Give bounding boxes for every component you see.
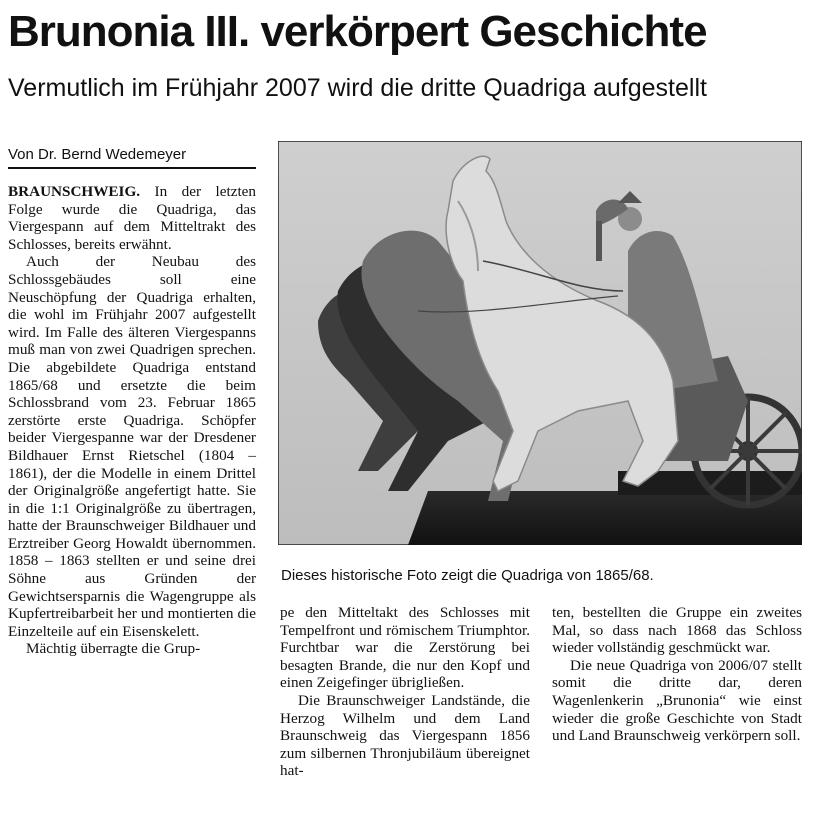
photo-caption: Dieses historische Foto zeigt die Quadriga von 1865/68. — [281, 567, 654, 584]
paragraph: Die neue Quadriga von 2006/07 stellt somit die dritte dar, deren Wagenlenkerin „Brunonia“ wie einst wieder die große Geschichte von Stadt und Land Braunschweig verkörpern soll. — [552, 656, 802, 745]
byline: Von Dr. Bernd Wedemeyer — [8, 145, 256, 169]
paragraph: pe den Mitteltakt des Schlosses mit Tempelfront und römischem Triumphtor. Furchtbar war die Zerstörung bei besagten Brande, die nur den Kopf und einen Zeigefinger übrigließen. — [280, 604, 530, 692]
article-subheadline: Vermutlich im Frühjahr 2007 wird die dritte Quadriga aufgestellt — [8, 74, 707, 102]
quadriga-photo — [278, 141, 802, 545]
dateline: BRAUNSCHWEIG. — [8, 183, 141, 200]
paragraph: ten, bestellten die Gruppe ein zweites Mal, so dass nach 1868 das Schloss wieder vollständig geschmückt war. — [552, 604, 802, 657]
article-column-2 — [280, 604, 530, 780]
article-column-3 — [552, 604, 802, 745]
paragraph: Die Braunschweiger Landstände, die Herzog Wilhelm und dem Land Braunschweig das Viergespann 1856 zum silbernen Thronjubiläum übereignet hat- — [280, 691, 530, 780]
article-column-1 — [8, 183, 256, 658]
paragraph: Auch der Neubau des Schlossgebäudes soll eine Neuschöpfung der Quadriga erhalten, die wohl im Frühjahr 2007 aufgestellt wird. Im Falle des älteren Viergespanns muß man von zwei Quadrigen sprechen. Die abgebildete Quadriga entstand 1865/68 und ersetzte die beim Schlossbrand vom 23. Februar 1865 zerstörte erste Quadriga. Schöpfer beider Viergespanne war der Dresdener Bildhauer Ernst Rietschel (1804 – 1861), der die Modelle in einem Drittel der Originalgröße angefertigt hatte. Sie in die 1:1 Originalgröße zu übertragen, hatte der Braunschweiger Bildhauer und Erztreiber Georg Howaldt übernommen. 1858 – 1863 stellten er und seine drei Söhne aus Gründen der Gewichtsersparnis die Wagengruppe als Kupfertreibarbeit her und montierten die Einzelteile auf ein Eisenskelett. — [8, 253, 256, 640]
paragraph: Mächtig überragte die Grup- — [26, 640, 201, 658]
paragraph — [8, 183, 256, 253]
article-headline: Brunonia III. verkörpert Geschichte — [8, 7, 707, 56]
paragraph-text: In der letzten Folge wurde die Quadriga, das Viergespann auf dem Mitteltrakt des Schlosses, bereits erwähnt. — [8, 183, 256, 253]
